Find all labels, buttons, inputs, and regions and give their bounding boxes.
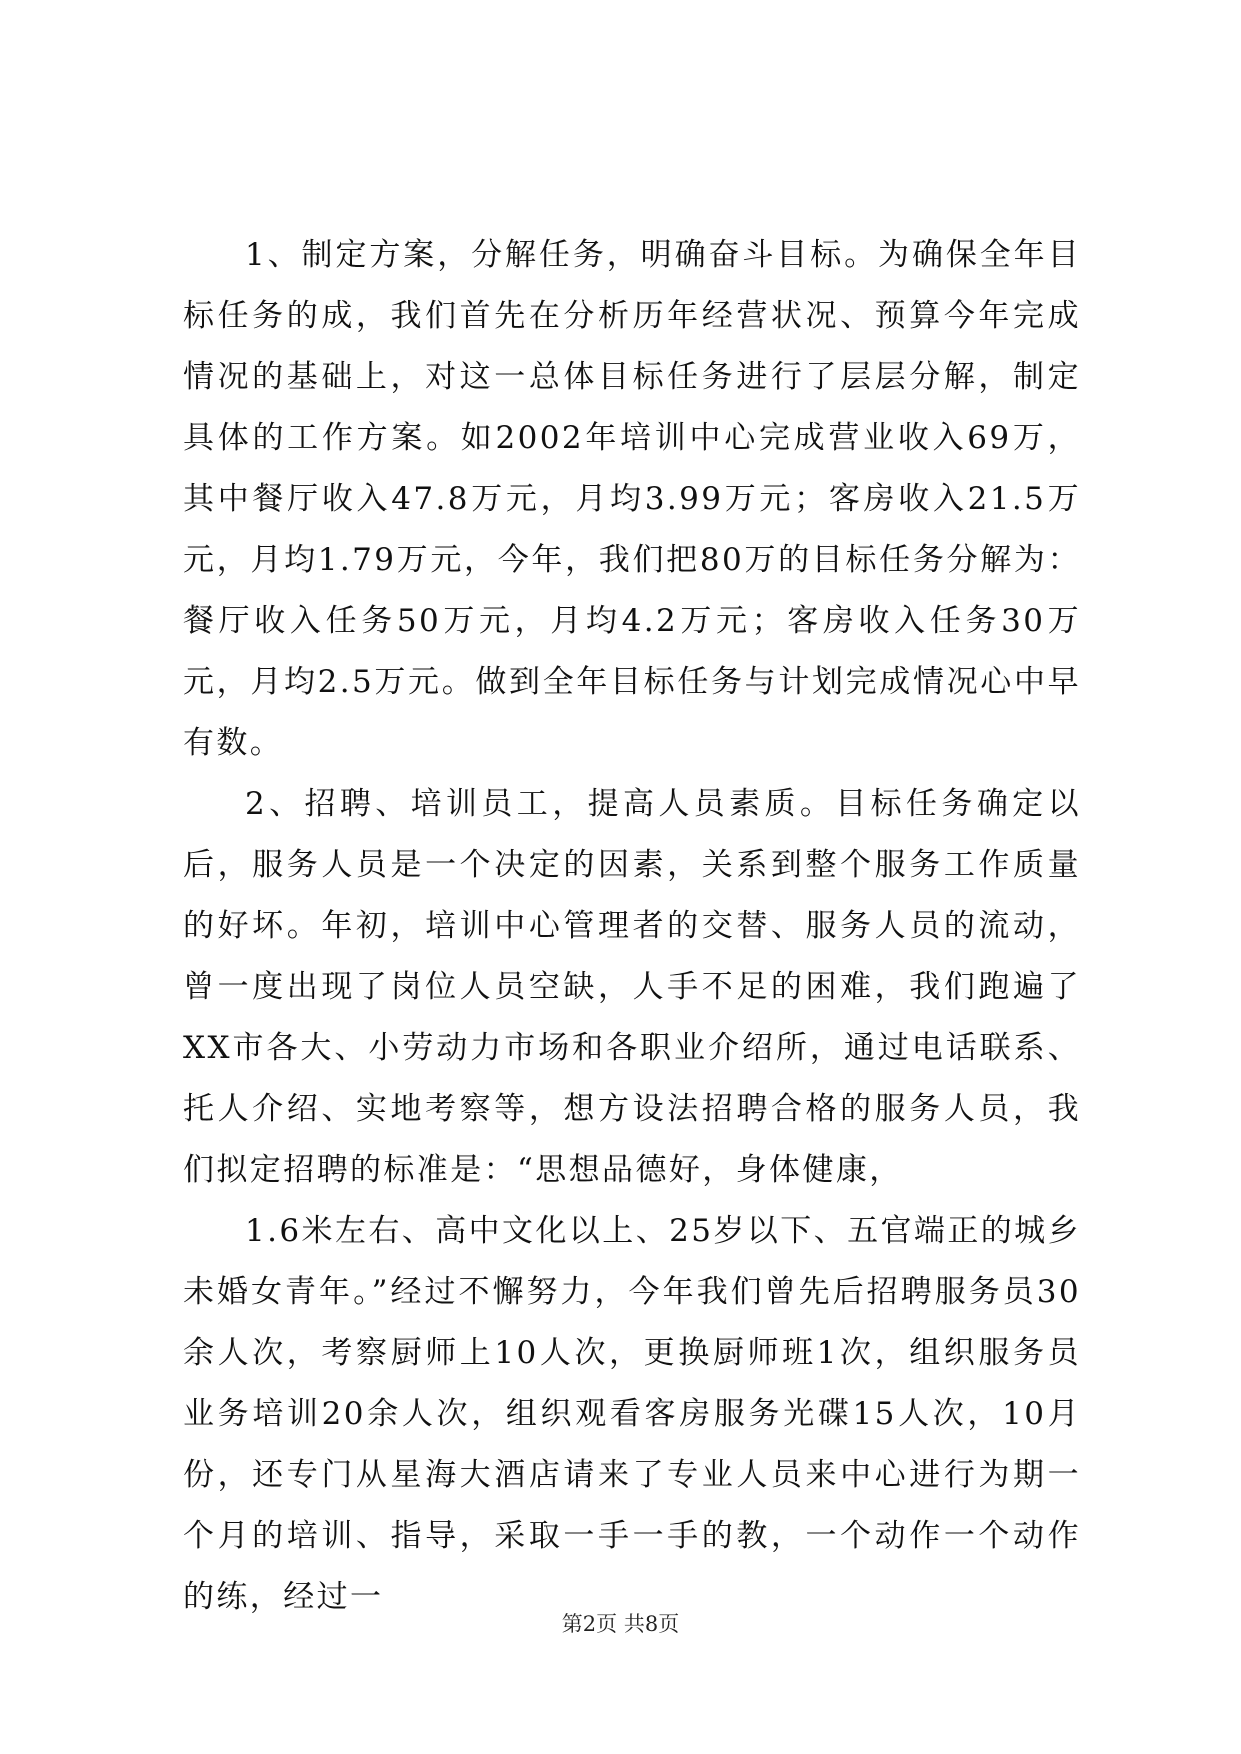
paragraph-2: 2、招聘、培训员工，提高人员素质。目标任务确定以后，服务人员是一个决定的因素，关系到整个服务工作质量的好坏。年初，培训中心管理者的交替、服务人员的流动，曾一度出现了岗位人员空缺，人手不足的困难，我们跑遍了XX市各大、小劳动力市场和各职业介绍所，通过电话联系、托人介绍、实地考察等，想方设法招聘合格的服务人员，我们拟定招聘的标准是：“思想品德好，身体健康，: [183, 786, 1081, 1188]
page-number-footer: 第2页 共8页: [561, 1612, 680, 1636]
document-body: [183, 225, 1081, 1628]
paragraph-3: 1.6米左右、高中文化以上、25岁以下、五官端正的城乡未婚女青年。”经过不懈努力，今年我们曾先后招聘服务员30余人次，考察厨师上10人次，更换厨师班1次，组织服务员业务培训20余人次，组织观看客房服务光碟15人次，10月份，还专门从星海大酒店请来了专业人员来中心进行为期一个月的培训、指导，采取一手一手的教，一个动作一个动作的练，经过一: [183, 1213, 1081, 1615]
paragraph-1: 1、制定方案，分解任务，明确奋斗目标。为确保全年目标任务的成，我们首先在分析历年经营状况、预算今年完成情况的基础上，对这一总体目标任务进行了层层分解，制定具体的工作方案。如2002年培训中心完成营业收入69万，其中餐厅收入47.8万元，月均3.99万元；客房收入21.5万元，月均1.79万元，今年，我们把80万的目标任务分解为：餐厅收入任务50万元，月均4.2万元；客房收入任务30万元，月均2.5万元。做到全年目标任务与计划完成情况心中早有数。: [183, 237, 1081, 761]
